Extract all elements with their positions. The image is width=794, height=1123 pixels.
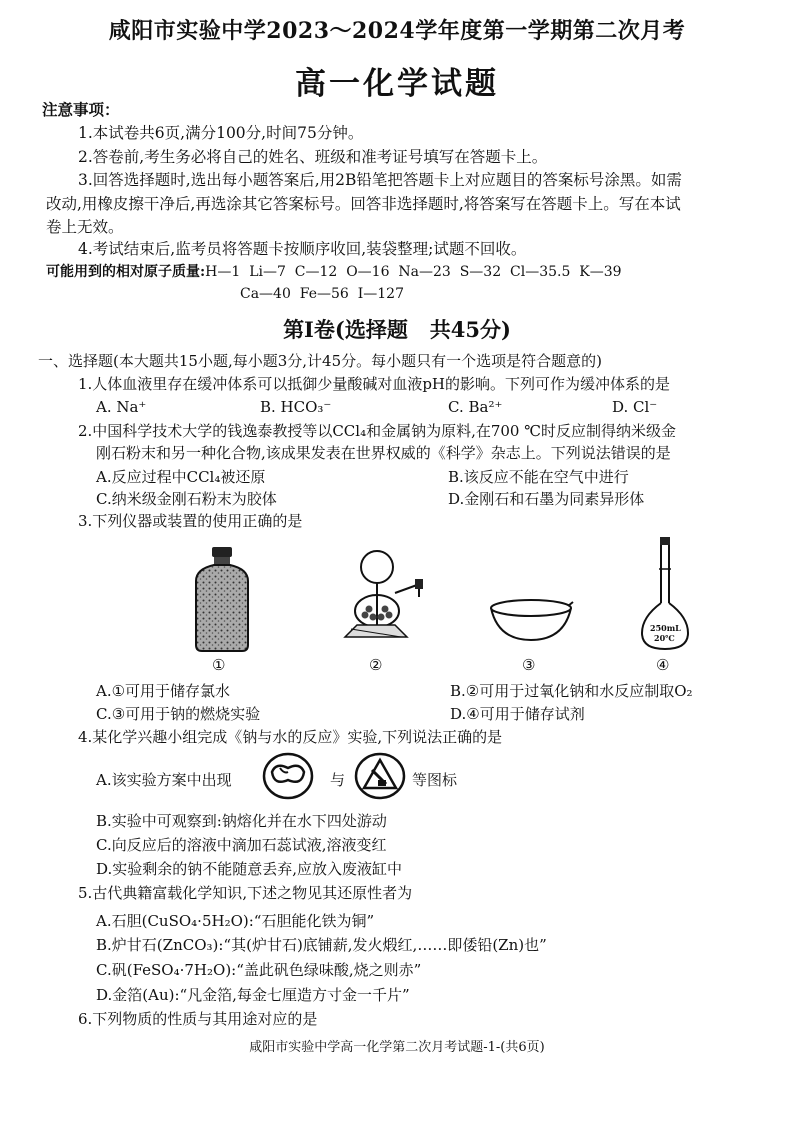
- q3-option-c: C.③可用于钠的燃烧实验: [96, 705, 261, 723]
- section-intro: 一、选择题(本大题共15小题,每小题3分,计45分。每小题只有一个选项是符合题意的): [38, 352, 602, 370]
- q1-option-c: C. Ba²⁺: [448, 398, 503, 416]
- q4-option-a-prefix: A.该实验方案中出现: [96, 771, 232, 789]
- q5-stem: 5.古代典籍富载化学知识,下述之物见其还原性者为: [78, 884, 413, 902]
- q1-stem: 1.人体血液里存在缓冲体系可以抵御少量酸碱对血液pH的影响。下列可作为缓冲体系的是: [78, 375, 670, 393]
- section-title: 第Ⅰ卷(选择题 共45分): [283, 317, 511, 342]
- q5-option-b: B.炉甘石(ZnCO₃):“其(炉甘石)底铺薪,发火煅红,……即倭铅(Zn)也”: [96, 936, 547, 954]
- note-item-1: 1.本试卷共6页,满分100分,时间75分钟。: [78, 124, 364, 142]
- note-item-3: 3.回答选择题时,选出每小题答案后,用2B铅笔把答题卡上对应题目的答案标号涂黑。如需: [78, 171, 682, 189]
- figure-label-3: ③: [522, 656, 536, 674]
- q2-option-c: C.纳米级金刚石粉末为胶体: [96, 490, 277, 508]
- q4-option-b: B.实验中可观察到:钠熔化并在水下四处游动: [96, 812, 387, 830]
- atomic-mass-line-1: [46, 261, 622, 283]
- q2-stem-2: 刚石粉末和另一种化合物,该成果发表在世界权威的《科学》杂志上。下列说法错误的是: [96, 444, 671, 462]
- q3-stem: 3.下列仪器或装置的使用正确的是: [78, 512, 303, 530]
- q4-option-c: C.向反应后的溶液中滴加石蕊试液,溶液变红: [96, 836, 387, 854]
- note-item-3-cont: 改动,用橡皮擦干净后,再选涂其它答案标号。回答非选择题时,将答案写在答题卡上。写在本试: [46, 195, 681, 213]
- q3-option-d: D.④可用于储存试剂: [450, 705, 585, 723]
- q2-stem-1: 2.中国科学技术大学的钱逸泰教授等以CCl₄和金属钠为原料,在700 ℃时反应制得纳米级金: [78, 422, 677, 440]
- q3-option-a: A.①可用于储存氯水: [96, 682, 231, 700]
- q5-option-c: C.矾(FeSO₄·7H₂O):“盖此矾色绿味酸,烧之则赤”: [96, 961, 422, 979]
- note-item-2: 2.答卷前,考生务必将自己的姓名、班级和准考证号填写在答题卡上。: [78, 148, 548, 166]
- q4-option-a-suffix: 等图标: [412, 771, 458, 789]
- figure-label-1: ①: [212, 656, 226, 674]
- exam-header: 咸阳市实验中学2023～2024学年度第一学期第二次月考: [108, 18, 686, 44]
- atomic-mass-values-1: H—1 Li—7 C—12 O—16 Na—23 S—32 Cl—35.5 K—39: [205, 264, 622, 280]
- q4-option-a-and: 与: [330, 771, 346, 789]
- q1-option-d: D. Cl⁻: [612, 398, 658, 416]
- q5-option-d: D.金箔(Au):“凡金箔,每金七厘造方寸金一千片”: [96, 986, 410, 1004]
- atomic-mass-label: 可能用到的相对原子质量:: [46, 264, 206, 280]
- notes-heading: 注意事项：: [42, 100, 120, 119]
- q4-option-d: D.实验剩余的钠不能随意丢弃,应放入废液缸中: [96, 860, 403, 878]
- atomic-mass-values-2: Ca—40 Fe—56 I—127: [240, 286, 404, 302]
- q2-option-a: A.反应过程中CCl₄被还原: [96, 468, 266, 486]
- goggles-safety-icon: [262, 752, 314, 800]
- gas-generator-figure: [335, 545, 435, 651]
- note-item-4: 4.考试结束后,监考员将答题卡按顺序收回,装袋整理;试题不回收。: [78, 240, 527, 258]
- flask-volume-label: 250mL: [650, 623, 681, 633]
- page-footer: 咸阳市实验中学高一化学第二次月考试题-1-(共6页): [249, 1040, 545, 1055]
- flask-temperature-label: 20℃: [654, 633, 675, 643]
- figure-label-4: ④: [656, 656, 670, 674]
- note-item-3-cont2: 卷上无效。: [46, 218, 124, 236]
- sharp-object-hazard-icon: [354, 752, 406, 800]
- q2-option-b: B.该反应不能在空气中进行: [448, 468, 629, 486]
- q5-option-a: A.石胆(CuSO₄·5H₂O):“石胆能化铁为铜”: [96, 912, 375, 930]
- exam-title: 高一化学试题: [295, 66, 499, 102]
- figure-label-2: ②: [369, 656, 383, 674]
- q4-stem: 4.某化学兴趣小组完成《钠与水的反应》实验,下列说法正确的是: [78, 728, 503, 746]
- q6-stem: 6.下列物质的性质与其用途对应的是: [78, 1010, 318, 1028]
- evaporating-dish-figure: [488, 598, 574, 644]
- q1-option-a: A. Na⁺: [96, 398, 147, 416]
- q3-option-b: B.②可用于过氧化钠和水反应制取O₂: [450, 682, 693, 700]
- q1-option-b: B. HCO₃⁻: [260, 398, 332, 416]
- q2-option-d: D.金刚石和石墨为同素异形体: [448, 490, 645, 508]
- reagent-bottle-figure: [190, 545, 254, 653]
